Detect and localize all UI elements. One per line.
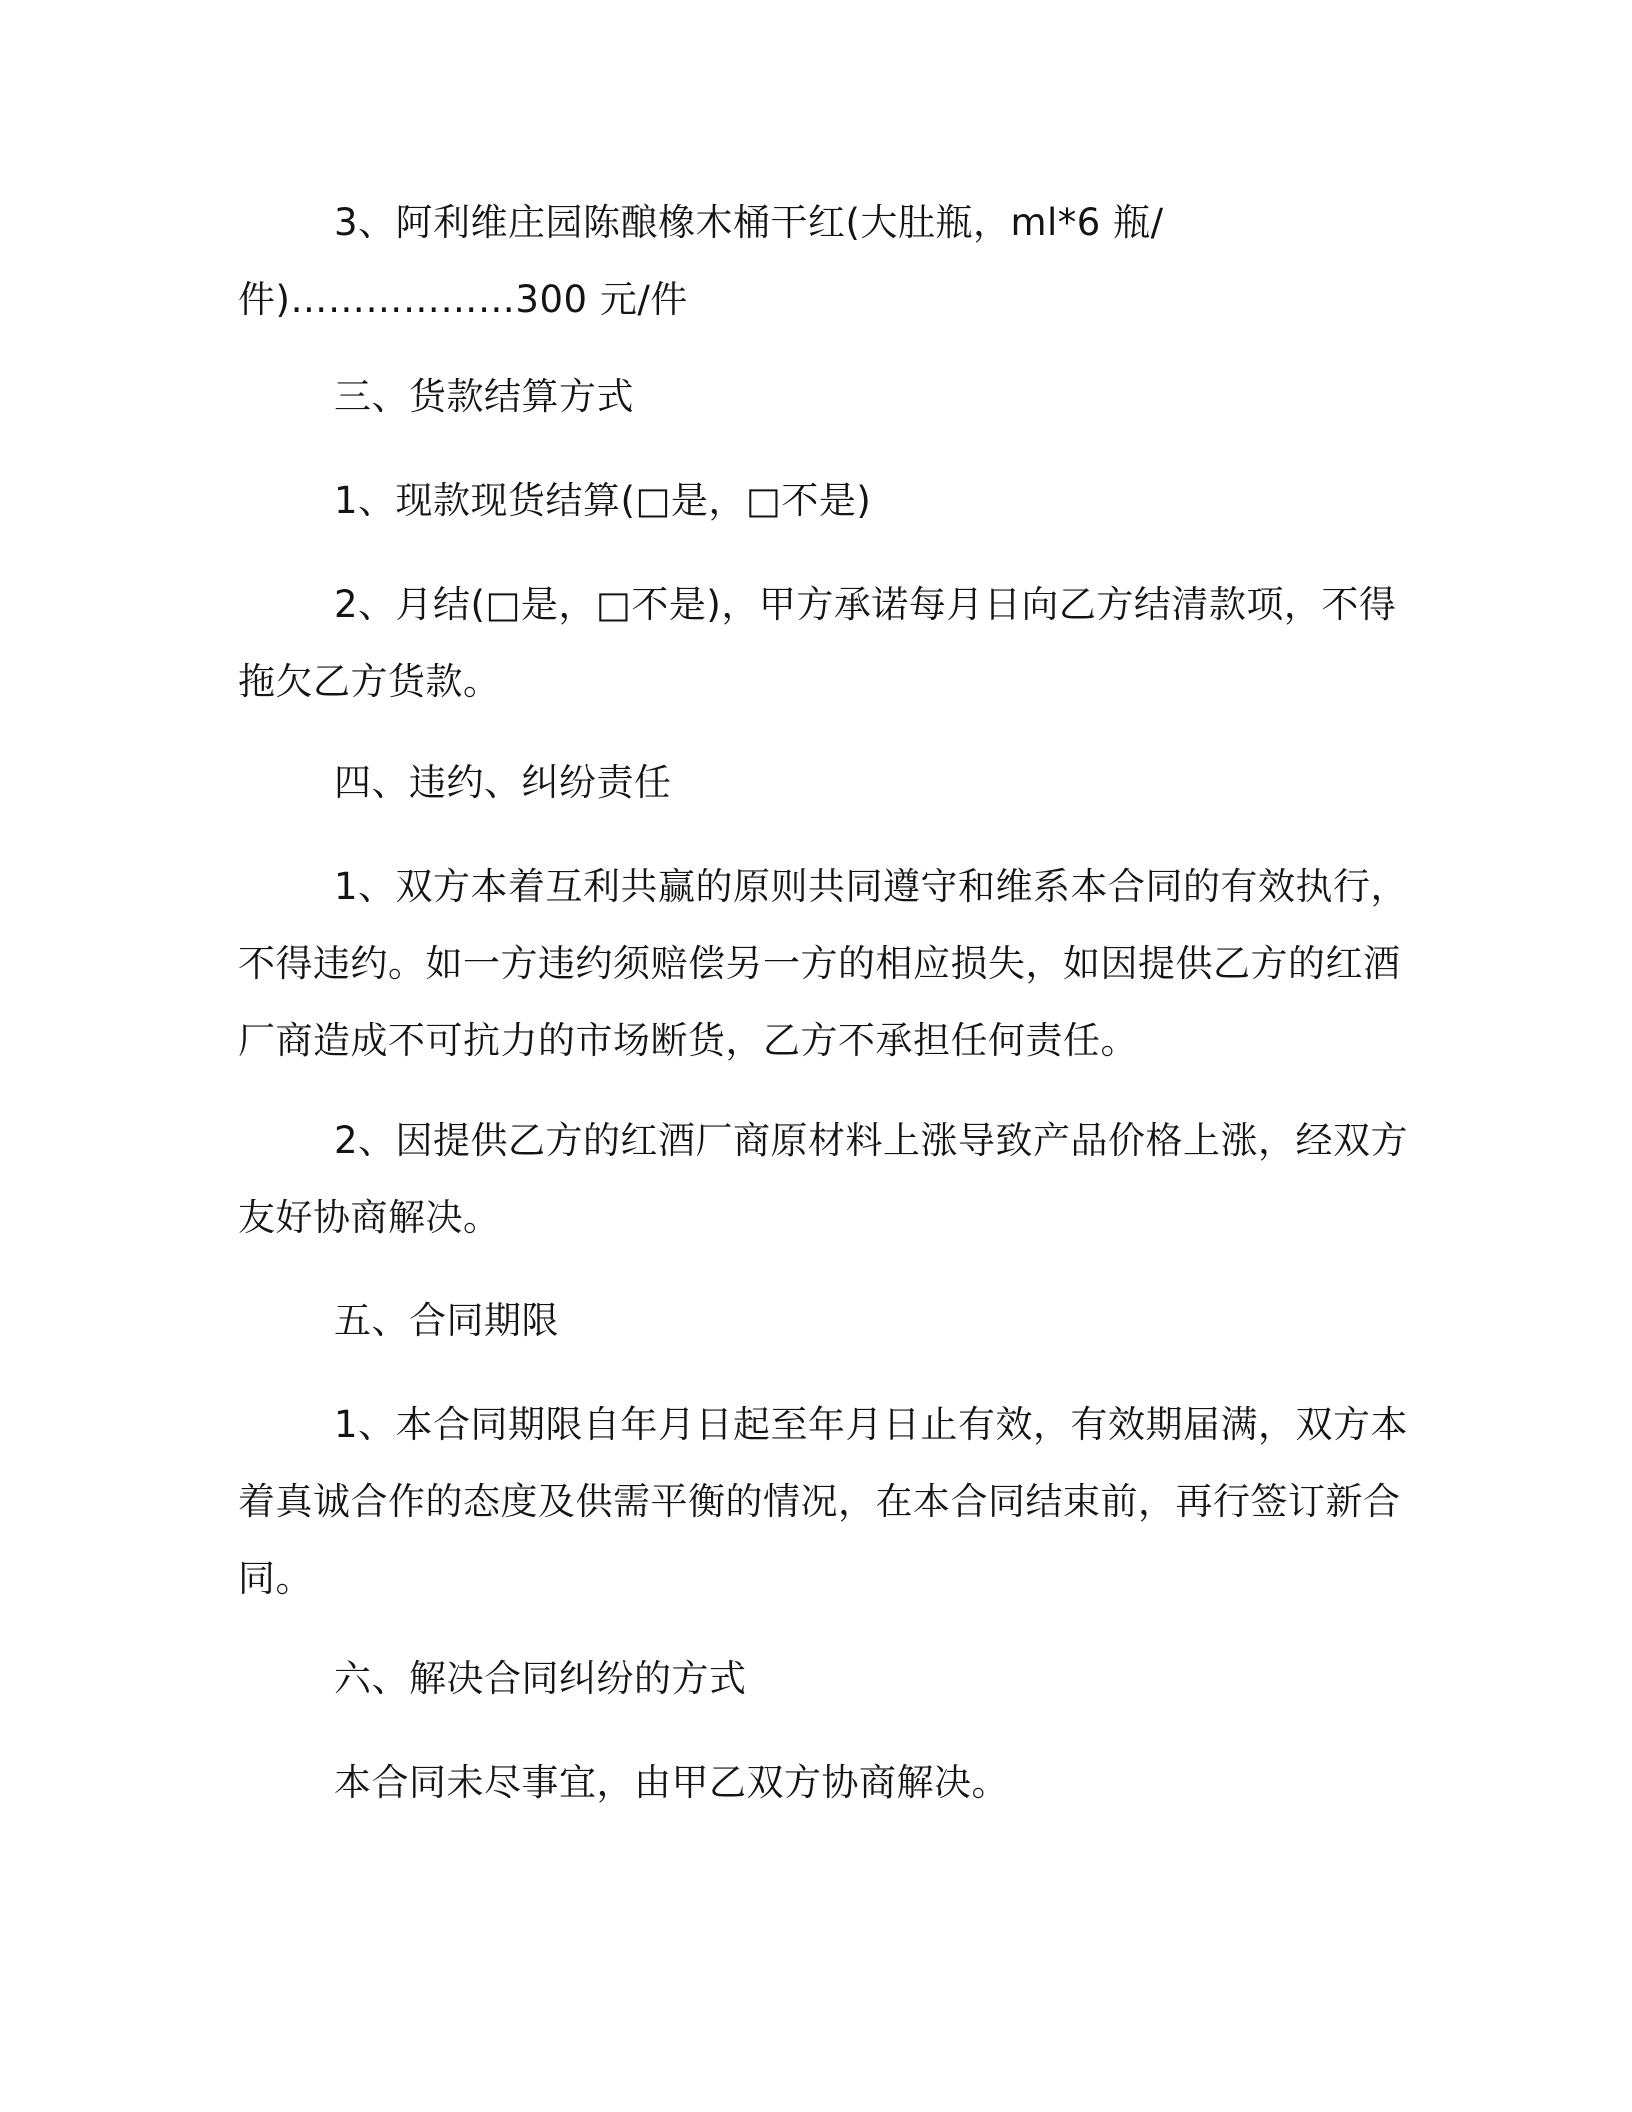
item-3-wine-price: 3、阿利维庄园陈酿橡木桶干红(大肚瓶，ml*6 瓶/件)………………300 元/件: [238, 201, 1164, 321]
closing-note: 本合同未尽事宜，由甲乙双方协商解决。: [334, 1761, 1009, 1804]
section-6-heading: 六、解决合同纠纷的方式: [334, 1657, 747, 1700]
item-2-monthly-settlement: 2、月结(□是，□不是)，甲方承诺每月日向乙方结清款项，不得拖欠乙方货款。: [238, 583, 1397, 703]
item-1-contract-term: 1、本合同期限自年月日起至年月日止有效，有效期届满，双方本着真诚合作的态度及供需平衡的情况，在本合同结束前，再行签订新合同。: [238, 1403, 1409, 1600]
section-5-heading: 五、合同期限: [334, 1299, 559, 1342]
item-1-mutual-benefit: 1、双方本着互利共赢的原则共同遵守和维系本合同的有效执行，不得违约。如一方违约须赔偿另一方的相应损失，如因提供乙方的红酒厂商造成不可抗力的市场断货，乙方不承担任何责任。: [238, 865, 1409, 1062]
section-3-heading: 三、货款结算方式: [334, 375, 634, 418]
section-4-heading: 四、违约、纠纷责任: [334, 761, 672, 804]
item-1-cash-settlement: 1、现款现货结算(□是，□不是): [334, 479, 872, 522]
item-2-price-rise: 2、因提供乙方的红酒厂商原材料上涨导致产品价格上涨，经双方友好协商解决。: [238, 1119, 1409, 1239]
